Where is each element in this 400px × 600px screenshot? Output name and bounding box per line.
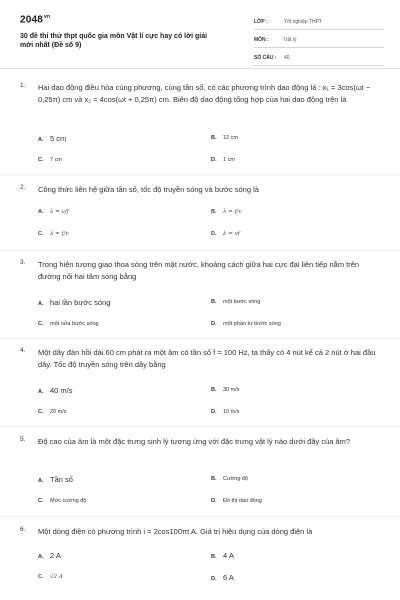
question-separator (0, 174, 400, 175)
logo-suffix: vn (44, 14, 51, 20)
question-separator (0, 250, 400, 251)
option-b[interactable] (211, 551, 234, 560)
question-text: Trong hiện tượng giao thoa sóng trên mặt nước, khoảng cách giữa hai cực đại liên tiếp nằm trên đường nối hai tâm sóng bằng (38, 260, 360, 281)
exam-header (0, 0, 400, 68)
meta-row-subject (254, 34, 384, 48)
option-letter: A. (38, 478, 44, 484)
option-letter: C. (38, 157, 44, 163)
option-letter: C. (38, 231, 44, 237)
option-d[interactable] (211, 157, 235, 163)
option-c[interactable] (38, 321, 99, 327)
option-d[interactable] (211, 498, 262, 504)
option-text: 1 cm (223, 157, 235, 163)
option-text: λ = f/v (223, 209, 242, 215)
option-d[interactable] (211, 573, 234, 582)
option-c[interactable] (38, 498, 86, 504)
option-c[interactable] (38, 409, 67, 415)
question-text: Công thức liên hệ giữa tần số, tốc độ truyền sóng và bước sóng là (38, 185, 259, 194)
option-letter: C. (38, 321, 44, 327)
option-letter: B. (211, 554, 217, 560)
question-number: 4. (20, 347, 26, 354)
question-number: 3. (20, 259, 26, 266)
option-text: 2 A (50, 551, 61, 560)
option-text: một phần tư bước sóng (223, 321, 281, 327)
option-b[interactable] (211, 476, 248, 482)
option-text: hai lần bước sóng (50, 298, 111, 307)
option-text: 6 A (223, 573, 234, 582)
question-text: Một dòng điện có phương trình i = 2cos100πt A. Giá trị hiệu dụng của dòng điện là (38, 527, 313, 536)
option-b[interactable] (211, 387, 240, 393)
option-text: 7 cm (50, 157, 62, 163)
option-d[interactable] (211, 231, 240, 237)
option-text: λ = f/v (50, 231, 69, 237)
option-a[interactable] (38, 134, 66, 143)
option-a[interactable] (38, 298, 110, 307)
option-a[interactable] (38, 551, 61, 560)
meta-label: SỐ CÂU : (254, 55, 277, 61)
option-text: λ = vf (223, 231, 240, 237)
option-letter: C. (38, 409, 44, 415)
option-letter: B. (211, 299, 217, 305)
option-letter: D. (211, 576, 217, 582)
exam-meta (254, 16, 384, 70)
option-d[interactable] (211, 321, 281, 327)
option-letter: C. (38, 498, 44, 504)
option-c[interactable] (38, 574, 63, 580)
option-text: 4 A (223, 551, 234, 560)
option-letter: D. (211, 409, 217, 415)
option-letter: A. (38, 137, 44, 143)
option-letter: D. (211, 498, 217, 504)
option-letter: A. (38, 301, 44, 307)
option-text: một nửa bước sóng (50, 321, 99, 327)
option-b[interactable] (211, 299, 260, 305)
option-text: 5 cm (50, 134, 67, 143)
meta-label: MÔN : (254, 37, 269, 43)
option-text: 40 m/s (50, 386, 73, 395)
option-text: Cường độ (223, 476, 249, 482)
option-a[interactable] (38, 386, 73, 395)
option-text: Mức cường độ (50, 498, 87, 504)
option-letter: B. (211, 476, 217, 482)
logo-text: 2048 (20, 14, 44, 26)
option-letter: D. (211, 321, 217, 327)
meta-label: LỚP : (254, 19, 268, 25)
option-letter: B. (211, 209, 217, 215)
option-letter: A. (38, 389, 44, 395)
option-letter: B. (211, 135, 217, 141)
header-divider (0, 68, 400, 69)
meta-row-count (254, 52, 384, 66)
option-text: Tần số (50, 475, 73, 484)
option-b[interactable] (211, 135, 238, 141)
option-text: một bước sóng (223, 299, 261, 305)
option-b[interactable] (211, 209, 242, 215)
option-text: 30 m/s (223, 387, 240, 393)
option-a[interactable] (38, 209, 69, 215)
option-c[interactable] (38, 157, 62, 163)
site-logo[interactable] (20, 14, 50, 25)
option-text: Đồ thị dao động (223, 498, 262, 504)
question-number: 2. (20, 184, 26, 191)
option-letter: D. (211, 231, 217, 237)
option-letter: A. (38, 554, 44, 560)
meta-value: Vật lý (284, 37, 297, 43)
option-text: 10 m/s (223, 409, 240, 415)
question-separator (0, 516, 400, 517)
option-d[interactable] (211, 409, 240, 415)
option-letter: D. (211, 157, 217, 163)
question-text: Độ cao của âm là một đặc trưng sinh lý tương ứng với đặc trưng vật lý nào dưới đây của âm? (38, 437, 351, 446)
option-text: 20 m/s (50, 409, 67, 415)
question-number: 6. (20, 526, 26, 533)
question-separator (0, 426, 400, 427)
meta-value: 40 (284, 55, 290, 61)
option-text: 12 cm (223, 135, 238, 141)
meta-row-class (254, 16, 384, 30)
question-number: 5. (20, 436, 26, 443)
option-a[interactable] (38, 475, 73, 484)
question-number: 1. (20, 82, 26, 89)
option-letter: B. (211, 387, 217, 393)
option-letter: C. (38, 574, 44, 580)
question-text: Một dây đàn hồi dài 60 cm phát ra một âm có tần số f = 100 Hz, ta thấy có 4 nút kể cả 2 nút ở hai đầu dây. Tốc độ truyền sóng trên dây bằng (38, 348, 376, 369)
option-text: √2 A (50, 574, 63, 580)
option-letter: A. (38, 209, 44, 215)
exam-title: 30 đề thi thử thpt quốc gia môn Vật lí cực hay có lời giải mới nhất (Đề số 9) (20, 33, 208, 49)
meta-value: Tốt nghiệp THPT (284, 19, 322, 25)
option-c[interactable] (38, 231, 69, 237)
question-text: Hai dao động điều hòa cùng phương, cùng tần số, có các phương trình dao động là : x₁ = 3cos(ωt − 0,25π) cm và x₂ = 4cos(ωt + 0,25π) cm. Biên độ dao động tổng hợp của hai dao động trên là (38, 83, 371, 104)
option-text: λ = v/f (50, 209, 69, 215)
question-separator (0, 338, 400, 339)
